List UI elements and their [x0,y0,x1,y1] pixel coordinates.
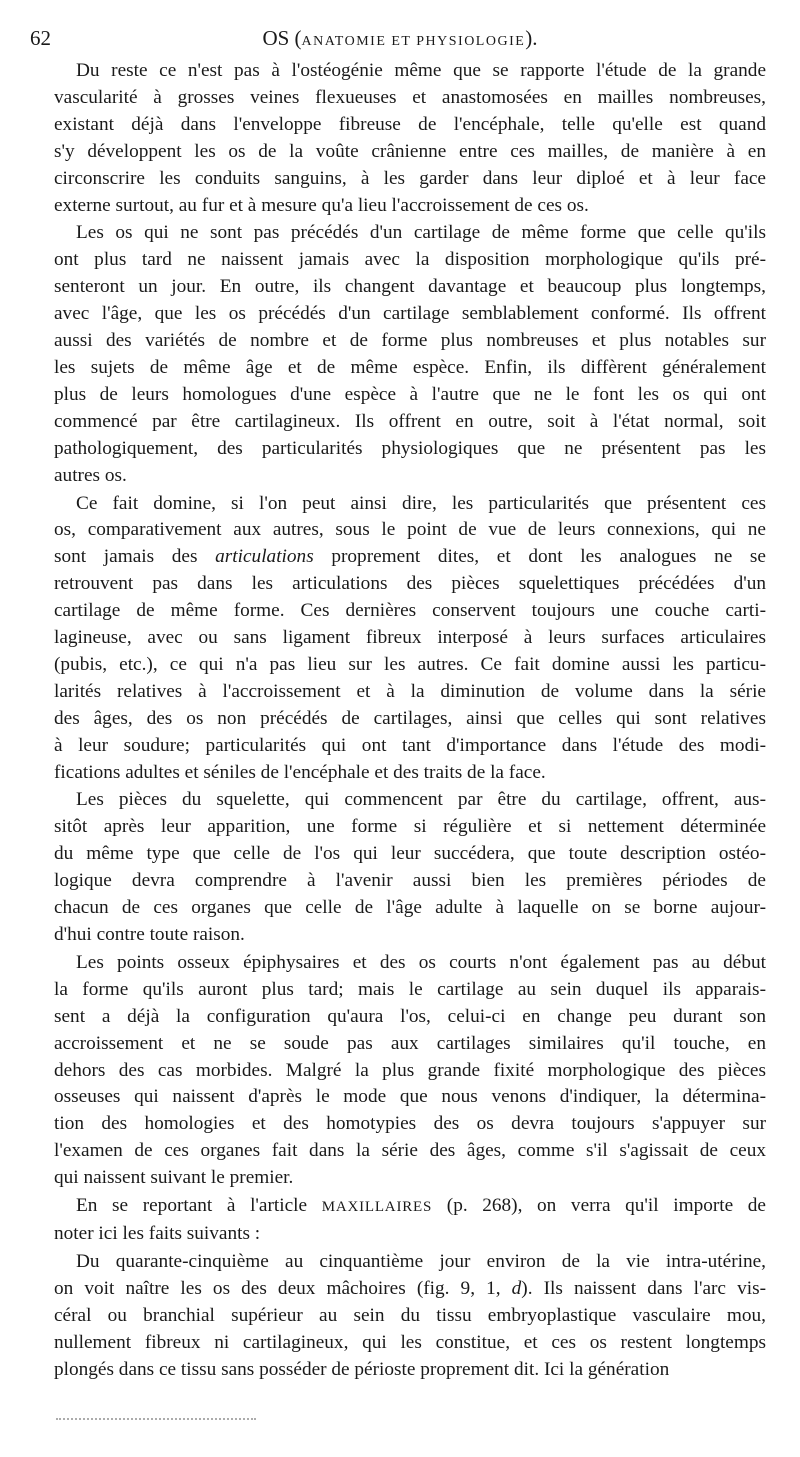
text-line: larités relatives à l'accroissement et à la diminution de volume dans la série [54,680,766,702]
paragraph [54,220,766,489]
paragraph [54,787,766,948]
text-line: cartilage de même forme. Ces dernières conservent toujours une couche carti- [54,600,766,622]
text-line: sitôt après leur apparition, une forme si régulière et si nettement déterminée [54,816,766,838]
text-line: qui naissent suivant le premier. [54,1167,294,1189]
text-line: s'y développent les os de la voûte crânienne entre ces mailles, de manière à en [54,140,766,162]
text-line: plus de leurs homologues d'une espèce à l'autre que ne le font les os qui ont [54,383,766,405]
running-title [30,26,770,51]
text-line: céral ou branchial supérieur au sein du tissu embryoplastique vasculaire mou, [54,1304,766,1326]
text-line: les sujets de même âge et de même espèce. Enfin, ils diffèrent généralement [54,356,766,378]
text-line: avec l'âge, que les os précédés d'un cartilage semblablement conformé. Ils offrent [54,303,766,325]
footer-rule [56,1418,256,1422]
text-line: circonscrire les conduits sanguins, à les garder dans leur diploé et à leur face [54,167,766,189]
paragraph [54,1193,766,1248]
text-line: l'examen de ces organes fait dans la série des âges, comme s'il s'agissait de ceux [54,1140,766,1162]
text-line: Du quarante-cinquième au cinquantième jour environ de la vie intra-utérine, [76,1250,766,1272]
text-line: ont plus tard ne naissent jamais avec la disposition morphologique qu'ils pré- [54,249,766,271]
paragraph [54,491,766,787]
running-header [30,26,770,56]
text-line: aussi des variétés de nombre et de forme plus nombreuses et plus notables sur [54,330,766,352]
text-line: existant déjà dans l'enveloppe fibreuse de l'encéphale, telle qu'elle est quand [54,113,766,135]
paragraph [54,950,766,1192]
text-line: Du reste ce n'est pas à l'ostéogénie même que se rapporte l'étude de la grande [76,60,766,81]
text-line: Les pièces du squelette, qui commencent par être du cartilage, offrent, aus- [76,789,766,811]
text-line: on voit naître les os des deux mâchoires (fig. 9, 1, d). Ils naissent dans l'arc vis- [54,1277,766,1299]
text-line: d'hui contre toute raison. [54,924,245,945]
running-title-small-caps: ANATOMIE ET PHYSIOLOGIE [301,34,526,49]
text-line: retrouvent pas dans les articulations des pièces squelettiques précédées d'un [54,573,766,595]
text-line: commencé par être cartilagineux. Ils offrent en outre, soit à l'état normal, soit [54,410,766,432]
text-line: sent a déjà la configuration qu'aura l'os, celui-ci en change peu durant son [54,1005,766,1027]
text-line: accroissement et ne se soude pas aux cartilages similaires qu'il touche, en [54,1032,766,1054]
text-line: os, comparativement aux autres, sous le point de vue de leurs connexions, qui ne [54,519,766,541]
text-line: nullement fibreux ni cartilagineux, qui les constitue, et ces os restent longtemps [54,1331,766,1353]
text-line: des âges, des os non précédés de cartilages, ainsi que celles qui sont relatives [54,707,766,729]
text-line: chacun de ces organes que celle de l'âge adulte à laquelle on se borne aujour- [54,897,766,919]
text-line: osseuses qui naissent d'après le mode que nous venons d'indiquer, la détermina- [54,1086,766,1108]
text-line: externe surtout, au fur et à mesure qu'a lieu l'accroissement de ces os. [54,194,589,216]
text-line: du même type que celle de l'os qui leur succédera, que toute description ostéo- [54,843,766,865]
paragraph [54,58,766,219]
text-line: noter ici les faits suivants : [54,1222,261,1244]
text-line: logique devra comprendre à l'avenir aussi bien les premières périodes de [54,870,766,892]
text-line: vascularité à grosses veines flexueuses et anastomosées en mailles nombreuses, [54,86,766,108]
text-line: Ce fait domine, si l'on peut ainsi dire, les particularités que présentent ces [76,492,766,514]
running-title-suffix: ). [525,26,538,50]
text-line: à leur soudure; particularités qui ont tant d'importance dans l'étude des modi- [54,734,766,756]
text-line: tion des homologies et des homotypies des os devra toujours s'appuyer sur [54,1113,766,1135]
text-line: la forme qu'ils auront plus tard; mais le cartilage au sein duquel ils apparais- [54,978,766,1000]
text-line: dehors des cas morbides. Malgré la plus grande fixité morphologique des pièces [54,1059,766,1081]
body-text [54,58,766,1383]
text-line: autres os. [54,464,127,486]
text-line: lagineuse, avec ou sans ligament fibreux interposé à leurs surfaces articulaires [54,627,766,649]
text-line: Les points osseux épiphysaires et des os courts n'ont également pas au début [76,951,766,973]
page-number: 62 [30,26,51,50]
text-line: pathologiquement, des particularités physiologiques que ne présentent pas les [54,437,766,459]
text-line: (pubis, etc.), ce qui n'a pas lieu sur les autres. Ce fait domine aussi les particu- [54,653,766,675]
text-line: sont jamais des articulations proprement dites, et dont les analogues ne se [54,546,766,568]
text-line: plongés dans ce tissu sans posséder de périoste proprement dit. Ici la génération [54,1358,670,1380]
text-line: En se reportant à l'article MAXILLAIRES (p. 268), on verra qu'il importe de [76,1195,766,1217]
text-line: Les os qui ne sont pas précédés d'un cartilage de même forme que celle qu'ils [76,222,766,244]
paragraph [54,1249,766,1384]
text-line: fications adultes et séniles de l'encéphale et des traits de la face. [54,761,546,783]
text-line: senteront un jour. En outre, ils changent davantage et beaucoup plus longtemps, [54,276,766,298]
running-title-prefix: OS ( [262,26,302,50]
